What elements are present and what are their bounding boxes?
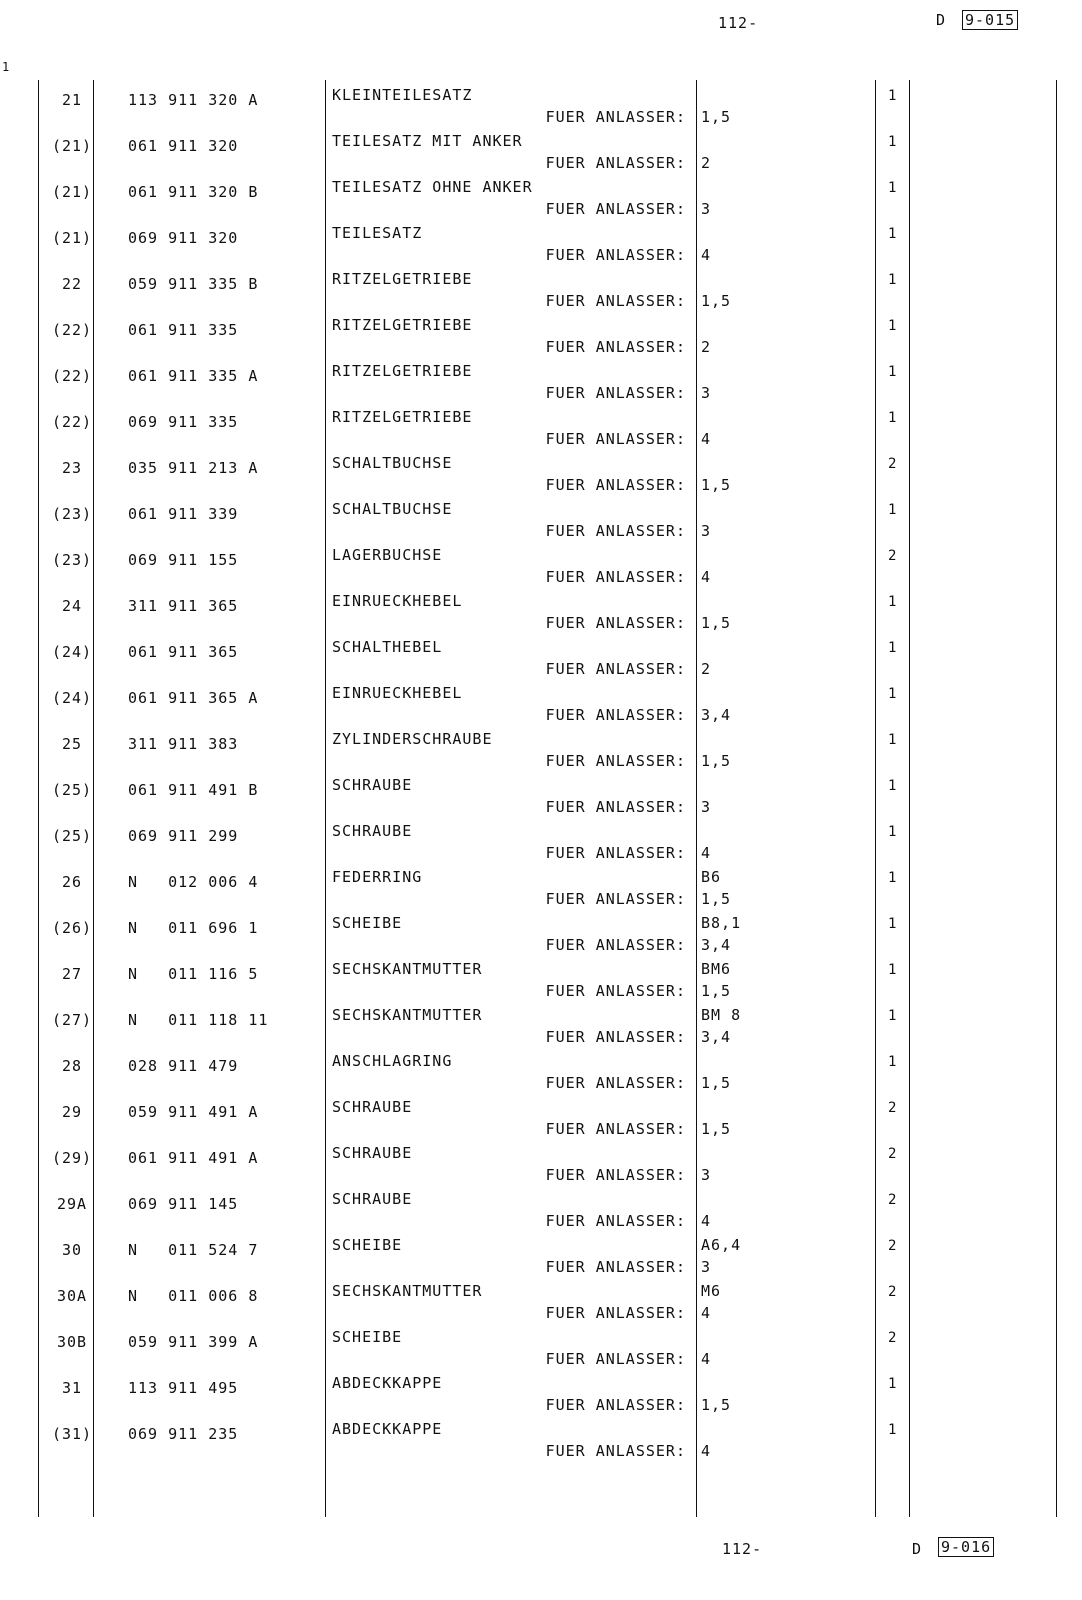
footer-page-ref: 112- [722, 1540, 763, 1558]
usage-note: FUER ANLASSER: [545, 1028, 686, 1046]
position-number: (25) [51, 781, 93, 799]
part-description: SCHRAUBE [332, 822, 413, 840]
part-number: 059 911 335 B [128, 275, 259, 293]
starter-spec: 4 [701, 1442, 712, 1460]
table-row [0, 546, 1082, 592]
quantity: 2 [888, 1146, 898, 1162]
spec-value-top: M6 [701, 1282, 722, 1300]
starter-spec: 3,4 [701, 706, 732, 724]
quantity: 1 [888, 318, 898, 334]
quantity: 1 [888, 824, 898, 840]
position-number: 29 [61, 1103, 83, 1121]
table-row [0, 270, 1082, 316]
usage-note: FUER ANLASSER: [545, 844, 686, 862]
table-row [0, 1052, 1082, 1098]
usage-note: FUER ANLASSER: [545, 108, 686, 126]
usage-note: FUER ANLASSER: [545, 292, 686, 310]
usage-note: FUER ANLASSER: [545, 1442, 686, 1460]
position-number: 25 [61, 735, 83, 753]
usage-note: FUER ANLASSER: [545, 338, 686, 356]
starter-spec: 2 [701, 338, 712, 356]
starter-spec: 4 [701, 430, 712, 448]
quantity: 1 [888, 1422, 898, 1438]
position-number: (22) [51, 367, 93, 385]
quantity: 1 [888, 594, 898, 610]
table-row [0, 776, 1082, 822]
starter-spec: 4 [701, 1304, 712, 1322]
starter-spec: 1,5 [701, 108, 732, 126]
part-number: 311 911 383 [128, 735, 239, 753]
starter-spec: 3 [701, 798, 712, 816]
table-row [0, 914, 1082, 960]
part-description: TEILESATZ OHNE ANKER [332, 178, 533, 196]
quantity: 1 [888, 364, 898, 380]
quantity: 1 [888, 88, 898, 104]
part-number: 061 911 365 [128, 643, 239, 661]
starter-spec: 3 [701, 384, 712, 402]
table-row [0, 178, 1082, 224]
part-number: 311 911 365 [128, 597, 239, 615]
quantity: 1 [888, 870, 898, 886]
usage-note: FUER ANLASSER: [545, 660, 686, 678]
usage-note: FUER ANLASSER: [545, 1120, 686, 1138]
usage-note: FUER ANLASSER: [545, 1350, 686, 1368]
quantity: 1 [888, 778, 898, 794]
part-description: RITZELGETRIEBE [332, 408, 473, 426]
starter-spec: 3 [701, 1258, 712, 1276]
usage-note: FUER ANLASSER: [545, 476, 686, 494]
footer-section: D [912, 1540, 923, 1558]
part-description: SCHEIBE [332, 914, 403, 932]
usage-note: FUER ANLASSER: [545, 1258, 686, 1276]
part-description: EINRUECKHEBEL [332, 684, 463, 702]
part-description: SCHRAUBE [332, 1144, 413, 1162]
usage-note: FUER ANLASSER: [545, 1074, 686, 1092]
table-row [0, 500, 1082, 546]
header-section: D [936, 11, 947, 29]
spec-value-top: B6 [701, 868, 722, 886]
quantity: 1 [888, 686, 898, 702]
part-number: 069 911 299 [128, 827, 239, 845]
position-number: 24 [61, 597, 83, 615]
part-description: LAGERBUCHSE [332, 546, 443, 564]
part-description: ZYLINDERSCHRAUBE [332, 730, 493, 748]
part-description: ANSCHLAGRING [332, 1052, 453, 1070]
table-row [0, 1374, 1082, 1420]
part-number: N 011 118 11 [128, 1011, 269, 1029]
position-number: (25) [51, 827, 93, 845]
usage-note: FUER ANLASSER: [545, 1166, 686, 1184]
position-number: 29A [56, 1195, 88, 1213]
usage-note: FUER ANLASSER: [545, 384, 686, 402]
position-number: 22 [61, 275, 83, 293]
quantity: 1 [888, 180, 898, 196]
usage-note: FUER ANLASSER: [545, 1396, 686, 1414]
position-number: (27) [51, 1011, 93, 1029]
usage-note: FUER ANLASSER: [545, 154, 686, 172]
table-row [0, 684, 1082, 730]
part-number: 028 911 479 [128, 1057, 239, 1075]
spec-value-top: A6,4 [701, 1236, 742, 1254]
spec-value-top: BM6 [701, 960, 732, 978]
usage-note: FUER ANLASSER: [545, 752, 686, 770]
quantity: 1 [888, 502, 898, 518]
table-row [0, 822, 1082, 868]
starter-spec: 3,4 [701, 936, 732, 954]
header-page-ref: 112- [718, 14, 759, 32]
usage-note: FUER ANLASSER: [545, 568, 686, 586]
part-number: 035 911 213 A [128, 459, 259, 477]
table-row [0, 1420, 1082, 1466]
starter-spec: 1,5 [701, 614, 732, 632]
part-number: N 012 006 4 [128, 873, 259, 891]
part-number: N 011 524 7 [128, 1241, 259, 1259]
part-number: 061 911 365 A [128, 689, 259, 707]
usage-note: FUER ANLASSER: [545, 246, 686, 264]
part-number: 059 911 491 A [128, 1103, 259, 1121]
part-description: SCHALTHEBEL [332, 638, 443, 656]
part-number: 061 911 491 A [128, 1149, 259, 1167]
part-description: SCHRAUBE [332, 1098, 413, 1116]
usage-note: FUER ANLASSER: [545, 1212, 686, 1230]
table-row [0, 316, 1082, 362]
starter-spec: 2 [701, 660, 712, 678]
part-number: N 011 006 8 [128, 1287, 259, 1305]
position-number: (26) [51, 919, 93, 937]
position-number: (21) [51, 229, 93, 247]
part-description: SCHALTBUCHSE [332, 454, 453, 472]
part-description: SCHRAUBE [332, 1190, 413, 1208]
starter-spec: 1,5 [701, 752, 732, 770]
part-description: ABDECKKAPPE [332, 1420, 443, 1438]
quantity: 1 [888, 1008, 898, 1024]
quantity: 2 [888, 548, 898, 564]
part-description: SCHALTBUCHSE [332, 500, 453, 518]
usage-note: FUER ANLASSER: [545, 200, 686, 218]
usage-note: FUER ANLASSER: [545, 614, 686, 632]
spec-value-top: BM 8 [701, 1006, 742, 1024]
part-description: TEILESATZ [332, 224, 423, 242]
part-number: 069 911 235 [128, 1425, 239, 1443]
position-number: 28 [61, 1057, 83, 1075]
starter-spec: 1,5 [701, 1074, 732, 1092]
quantity: 2 [888, 456, 898, 472]
quantity: 1 [888, 272, 898, 288]
table-row [0, 408, 1082, 454]
part-number: N 011 116 5 [128, 965, 259, 983]
part-number: 113 911 495 [128, 1379, 239, 1397]
part-description: SCHEIBE [332, 1328, 403, 1346]
part-description: KLEINTEILESATZ [332, 86, 473, 104]
starter-spec: 1,5 [701, 1120, 732, 1138]
starter-spec: 1,5 [701, 982, 732, 1000]
starter-spec: 4 [701, 246, 712, 264]
table-row [0, 1190, 1082, 1236]
margin-mark: 1 [2, 60, 10, 74]
usage-note: FUER ANLASSER: [545, 798, 686, 816]
part-description: EINRUECKHEBEL [332, 592, 463, 610]
table-row [0, 960, 1082, 1006]
starter-spec: 4 [701, 568, 712, 586]
position-number: (29) [51, 1149, 93, 1167]
quantity: 1 [888, 410, 898, 426]
position-number: 30 [61, 1241, 83, 1259]
usage-note: FUER ANLASSER: [545, 890, 686, 908]
quantity: 1 [888, 1376, 898, 1392]
part-number: 061 911 335 A [128, 367, 259, 385]
table-row [0, 1006, 1082, 1052]
table-row [0, 224, 1082, 270]
starter-spec: 1,5 [701, 890, 732, 908]
quantity: 1 [888, 732, 898, 748]
usage-note: FUER ANLASSER: [545, 936, 686, 954]
usage-note: FUER ANLASSER: [545, 982, 686, 1000]
part-description: SECHSKANTMUTTER [332, 960, 483, 978]
position-number: 23 [61, 459, 83, 477]
header-sheet-number: 9-015 [962, 10, 1018, 30]
starter-spec: 3 [701, 1166, 712, 1184]
part-description: RITZELGETRIEBE [332, 270, 473, 288]
footer-sheet-number: 9-016 [938, 1537, 994, 1557]
position-number: (21) [51, 137, 93, 155]
position-number: 31 [61, 1379, 83, 1397]
usage-note: FUER ANLASSER: [545, 706, 686, 724]
part-description: ABDECKKAPPE [332, 1374, 443, 1392]
table-row [0, 362, 1082, 408]
table-row [0, 86, 1082, 132]
table-row [0, 1144, 1082, 1190]
part-description: SCHRAUBE [332, 776, 413, 794]
position-number: (31) [51, 1425, 93, 1443]
starter-spec: 4 [701, 1350, 712, 1368]
quantity: 2 [888, 1192, 898, 1208]
part-number: N 011 696 1 [128, 919, 259, 937]
quantity: 1 [888, 134, 898, 150]
position-number: (22) [51, 321, 93, 339]
starter-spec: 3,4 [701, 1028, 732, 1046]
part-number: 069 911 155 [128, 551, 239, 569]
starter-spec: 3 [701, 522, 712, 540]
quantity: 1 [888, 1054, 898, 1070]
table-row [0, 638, 1082, 684]
part-number: 061 911 320 B [128, 183, 259, 201]
part-description: SECHSKANTMUTTER [332, 1006, 483, 1024]
part-number: 061 911 491 B [128, 781, 259, 799]
table-row [0, 1282, 1082, 1328]
table-row [0, 1098, 1082, 1144]
starter-spec: 1,5 [701, 292, 732, 310]
position-number: (23) [51, 551, 93, 569]
part-description: RITZELGETRIEBE [332, 316, 473, 334]
part-number: 059 911 399 A [128, 1333, 259, 1351]
starter-spec: 1,5 [701, 476, 732, 494]
part-number: 061 911 320 [128, 137, 239, 155]
position-number: (21) [51, 183, 93, 201]
part-number: 061 911 339 [128, 505, 239, 523]
quantity: 2 [888, 1100, 898, 1116]
table-row [0, 454, 1082, 500]
starter-spec: 4 [701, 1212, 712, 1230]
position-number: 26 [61, 873, 83, 891]
quantity: 1 [888, 916, 898, 932]
spec-value-top: B8,1 [701, 914, 742, 932]
table-row [0, 1328, 1082, 1374]
position-number: 27 [61, 965, 83, 983]
usage-note: FUER ANLASSER: [545, 430, 686, 448]
starter-spec: 3 [701, 200, 712, 218]
usage-note: FUER ANLASSER: [545, 1304, 686, 1322]
part-description: RITZELGETRIEBE [332, 362, 473, 380]
table-row [0, 132, 1082, 178]
part-description: FEDERRING [332, 868, 423, 886]
part-description: SCHEIBE [332, 1236, 403, 1254]
part-number: 069 911 145 [128, 1195, 239, 1213]
starter-spec: 1,5 [701, 1396, 732, 1414]
part-description: SECHSKANTMUTTER [332, 1282, 483, 1300]
part-number: 069 911 335 [128, 413, 239, 431]
position-number: 30A [56, 1287, 88, 1305]
starter-spec: 4 [701, 844, 712, 862]
table-row [0, 730, 1082, 776]
position-number: (24) [51, 643, 93, 661]
starter-spec: 2 [701, 154, 712, 172]
position-number: 21 [61, 91, 83, 109]
quantity: 2 [888, 1238, 898, 1254]
table-row [0, 868, 1082, 914]
position-number: (22) [51, 413, 93, 431]
position-number: (23) [51, 505, 93, 523]
position-number: (24) [51, 689, 93, 707]
part-number: 113 911 320 A [128, 91, 259, 109]
quantity: 2 [888, 1330, 898, 1346]
quantity: 2 [888, 1284, 898, 1300]
quantity: 1 [888, 962, 898, 978]
part-number: 069 911 320 [128, 229, 239, 247]
table-row [0, 1236, 1082, 1282]
usage-note: FUER ANLASSER: [545, 522, 686, 540]
part-number: 061 911 335 [128, 321, 239, 339]
position-number: 30B [56, 1333, 88, 1351]
quantity: 1 [888, 640, 898, 656]
quantity: 1 [888, 226, 898, 242]
table-row [0, 592, 1082, 638]
part-description: TEILESATZ MIT ANKER [332, 132, 523, 150]
